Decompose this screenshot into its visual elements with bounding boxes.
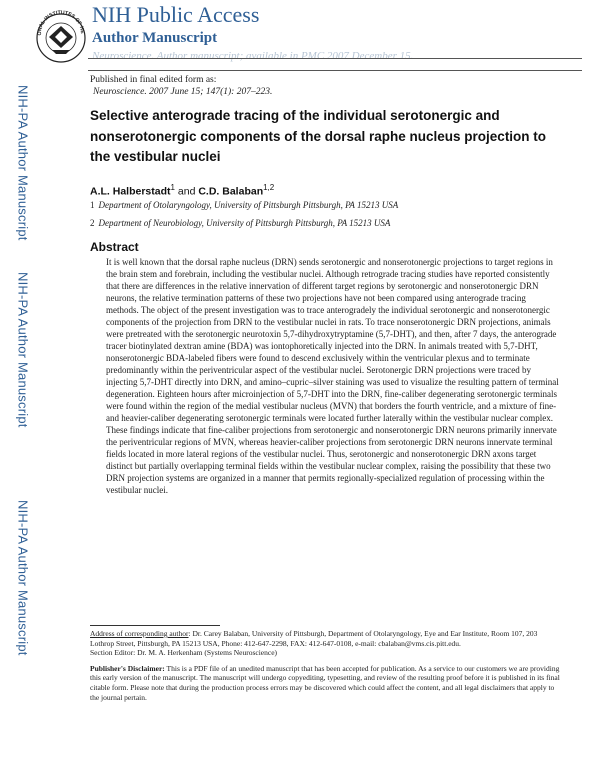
availability-line: Neuroscience. Author manuscript; available in PMC 2007 December 15.	[92, 50, 414, 62]
header-rule-bottom	[88, 70, 582, 71]
header-rule-top	[88, 58, 582, 59]
author-halberstadt: A.L. Halberstadt	[90, 185, 171, 198]
author-list	[90, 183, 274, 198]
footnotes	[90, 629, 560, 702]
abstract-heading: Abstract	[90, 240, 139, 254]
published-as: Published in final edited form as:	[90, 75, 217, 85]
nih-logo-icon	[36, 4, 86, 72]
journal-citation[interactable]: Neuroscience. 2007 June 15; 147(1): 207–223.	[93, 87, 273, 97]
svg-text:NATIONAL INSTITUTES OF HEALTH: ONAL INSTITUTES OF HE	[36, 9, 86, 36]
nih-header	[92, 2, 572, 63]
author-conjunction: and	[177, 185, 196, 198]
author-affil-sup: 1	[170, 183, 175, 192]
author-manuscript-label: Author Manuscript	[92, 30, 218, 46]
publisher-disclaimer: Publisher's Disclaimer: This is a PDF file of an unedited manuscript that has been accepted for publication. As a service to our customers we are providing this early version of the manuscript. The manuscript will undergo copyediting, typesetting, and review of the resulting proof before it is published in its final citable form. Please note that during the production process errors may be discovered which could affect the content, and all legal disclaimers that apply to the journal pertain.	[90, 663, 560, 702]
side-banner-bottom: NIH-PA Author Manuscript	[15, 500, 31, 656]
affiliation-2: 2 Department of Neurobiology, University of Pittsburgh Pittsburgh, PA 15213 USA	[90, 218, 391, 228]
paper-title: Selective anterograde tracing of the individual serotonergic and nonserotonergic components of the dorsal raphe nucleus projection to the vestibular nuclei	[90, 108, 547, 164]
side-banner-middle: NIH-PA Author Manuscript	[15, 272, 31, 428]
affiliation-1: 1 Department of Otolaryngology, University of Pittsburgh Pittsburgh, PA 15213 USA	[90, 200, 399, 210]
section-editor-note: Section Editor: Dr. M. A. Herkenham (Systems Neuroscience)	[90, 648, 278, 658]
publication-info	[90, 74, 272, 98]
author-affil-sup: 1,2	[263, 183, 275, 192]
corresponding-author-note: Address of corresponding author: Dr. Carey Balaban, University of Pittsburgh, Department of Otolaryngology, Eye and Ear Institute, Room 107, 203 Lothrop Street, Pittsburgh, PA 15213 USA, Phone: 412-647-2298, FAX: 412-647-0108, e-mail: cbalaban@vms.cis.pitt.edu.	[90, 629, 538, 648]
side-banner-top: NIH-PA Author Manuscript	[15, 85, 31, 241]
footnote-rule	[90, 625, 220, 626]
abstract-body: It is well known that the dorsal raphe nucleus (DRN) sends serotonergic and nonserotonergic projections to target regions in the brain stem and forebrain, including the vestibular nuclei. Although retrograde tracing studies have reported consistently that there are differences in the relative innervation of different target regions by serotonergic and nonserotonergic DRN neurons, the relative termination patterns of these two projections have not been compared using anterograde tracing methods. The object of the present investigation was to trace anterogradely the individual serotonergic and nonserotonergic components of the projection from DRN to the vestibular nuclei in rats. To trace nonserotonergic DRN projections, animals were pretreated with the serotonergic neurotoxin 5,7-dihydroxytryptamine (5,7-DHT), and then, after 7 days, the anterograde tracer biotinylated dextran amine (BDA) was iontophoretically injected into the DRN. In animals treated with 5,7-DHT, nonserotonergic BDA-labeled fibers were found to descend exclusively within the ventricular plexus and to terminate predominantly within the periventricular aspect of the vestibular nuclei. Serotonergic DRN projections were traced by injecting 5,7-DHT directly into DRN, and amino–cupric–silver staining was used to visualize the resulting pattern of terminal degeneration. Eighteen hours after microinjection of 5,7-DHT into the DRN, fine-caliber degenerating serotonergic terminals were found within the region of the medial vestibular nucleus (MVN) that borders the fourth ventricle, and a mixture of fine- and heavier-caliber degenerating serotonergic terminals were located further laterally within the vestibular nuclear complex. These findings indicate that fine-caliber projections from serotonergic and nonserotonergic DRN neurons primarily innervate the periventricular regions of MVN, whereas heavier-caliber projections from serotonergic DRN neurons innervate terminal fields located in more lateral regions of the vestibular nuclei. Thus, serotonergic and nonserotonergic DRN axons target distinct but partially overlapping terminal fields within the vestibular nuclear complex, raising the possibility that these two DRN projection systems are organized in a manner that permits regionally-specialized regulation of processing within the vestibular nuclei.	[106, 257, 559, 495]
nih-public-access-title: NIH Public Access	[92, 2, 260, 27]
author-balaban: C.D. Balaban	[198, 185, 264, 198]
